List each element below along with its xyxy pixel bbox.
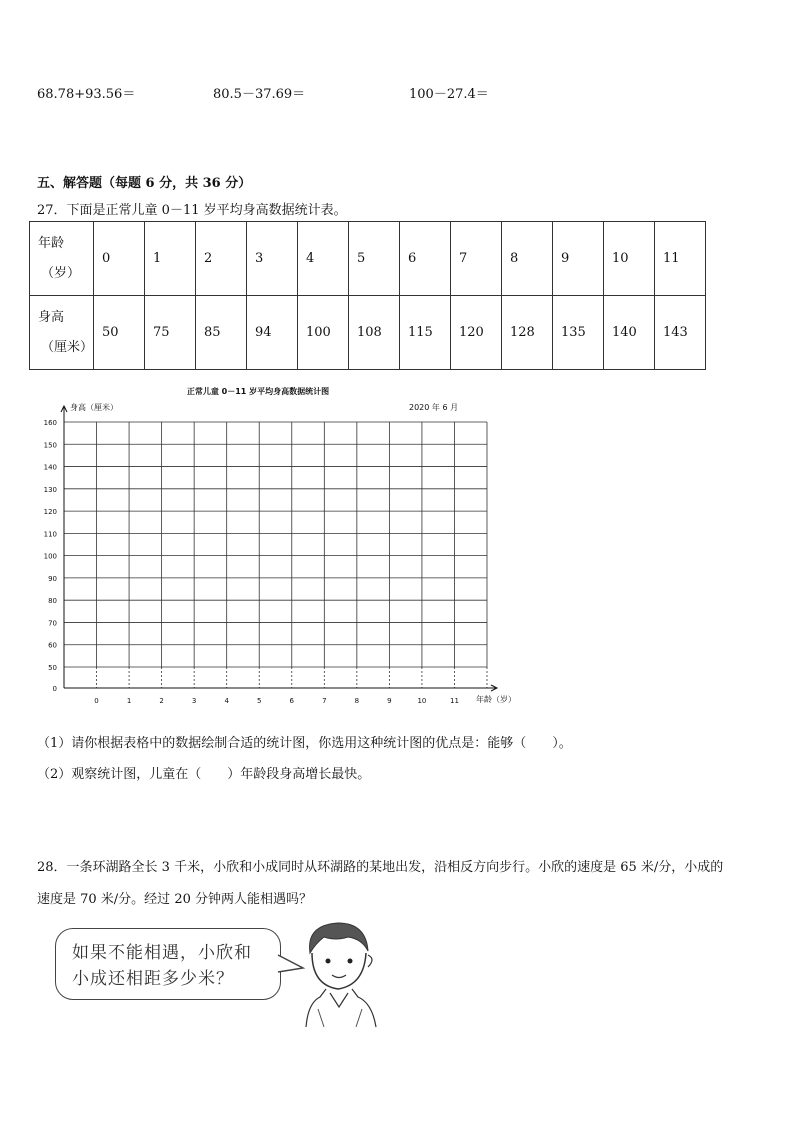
chart-title: 正常儿童 0－11 岁平均身高数据统计图 xyxy=(186,387,330,396)
section-title: 五、解答题（每题 6 分，共 36 分） xyxy=(37,176,252,191)
x-tick-label: 7 xyxy=(322,697,327,705)
age-cell: 5 xyxy=(349,222,400,296)
x-tick-label: 4 xyxy=(224,697,229,705)
height-cell: 50 xyxy=(94,296,145,370)
x-tick-label: 11 xyxy=(450,697,459,705)
speech-bubble-text xyxy=(72,940,272,992)
age-cell: 1 xyxy=(145,222,196,296)
height-cell: 135 xyxy=(553,296,604,370)
chart-y-axis-label: 身高（厘米） xyxy=(70,403,118,412)
y-tick-label: 160 xyxy=(43,419,57,427)
y-tick-label: 0 xyxy=(52,685,57,693)
age-header-cell xyxy=(30,222,94,296)
chart-svg xyxy=(0,380,794,710)
age-cell: 4 xyxy=(298,222,349,296)
table-row-age xyxy=(30,222,706,296)
height-cell: 85 xyxy=(196,296,247,370)
height-cell: 143 xyxy=(655,296,706,370)
age-cell: 7 xyxy=(451,222,502,296)
age-cell: 6 xyxy=(400,222,451,296)
age-cell: 11 xyxy=(655,222,706,296)
height-cell: 128 xyxy=(502,296,553,370)
y-tick-label: 110 xyxy=(43,530,57,539)
age-cell: 2 xyxy=(196,222,247,296)
age-header-unit: （岁） xyxy=(41,265,81,281)
x-tick-label: 9 xyxy=(387,697,392,705)
calc-expr-3: 100－27.4＝ xyxy=(409,87,489,102)
question-27-intro: 27．下面是正常儿童 0－11 岁平均身高数据统计表。 xyxy=(37,203,347,218)
age-cell: 10 xyxy=(604,222,655,296)
question-28-line-1: 28．一条环湖路全长 3 千米，小欣和小成同时从环湖路的某地出发，沿相反方向步行。小欣的速度是 65 米/分，小成的 xyxy=(37,860,724,875)
speech-bubble-line-2: 小成还相距多少米？ xyxy=(72,969,234,989)
y-tick-label: 60 xyxy=(48,641,57,650)
y-tick-label: 140 xyxy=(43,463,57,472)
x-tick-label: 6 xyxy=(289,697,295,705)
x-tick-label: 10 xyxy=(417,697,427,705)
age-cell: 0 xyxy=(94,222,145,296)
table-row-height xyxy=(30,296,706,370)
x-tick-label: 8 xyxy=(354,697,360,705)
chart-x-axis-label: 年龄（岁） xyxy=(476,695,516,704)
height-cell: 94 xyxy=(247,296,298,370)
calc-expr-2: 80.5－37.69＝ xyxy=(213,87,306,102)
y-tick-label: 80 xyxy=(48,597,57,606)
chart-grid xyxy=(61,406,497,691)
y-tick-label: 130 xyxy=(43,485,57,494)
height-cell: 108 xyxy=(349,296,400,370)
question-27-part-1: （1）请你根据表格中的数据绘制合适的统计图，你选用这种统计图的优点是：能够（ ）。 xyxy=(37,736,572,751)
height-header-cell xyxy=(30,296,94,370)
question-27-part-2: （2）观察统计图，儿童在（ ）年龄段身高增长最快。 xyxy=(37,767,371,782)
age-cell: 3 xyxy=(247,222,298,296)
height-data-table xyxy=(29,221,706,370)
chart-x-ticks xyxy=(94,697,459,705)
y-tick-label: 50 xyxy=(48,664,57,672)
y-tick-label: 90 xyxy=(48,574,57,583)
height-cell: 120 xyxy=(451,296,502,370)
x-tick-label: 5 xyxy=(256,697,262,705)
x-tick-label: 3 xyxy=(191,697,197,705)
question-28-line-2: 速度是 70 米/分。经过 20 分钟两人能相遇吗？ xyxy=(37,892,312,907)
boy-illustration xyxy=(296,915,386,1033)
height-cell: 140 xyxy=(604,296,655,370)
age-cell: 9 xyxy=(553,222,604,296)
chart-y-ticks xyxy=(44,419,57,693)
speech-bubble-line-1: 如果不能相遇，小欣和 xyxy=(72,943,252,963)
x-tick-label: 2 xyxy=(159,697,164,705)
age-cell: 8 xyxy=(502,222,553,296)
height-cell: 75 xyxy=(145,296,196,370)
y-tick-label: 100 xyxy=(43,552,57,561)
x-tick-label: 1 xyxy=(126,697,132,705)
height-chart xyxy=(0,380,794,710)
age-header-label: 年龄 xyxy=(38,235,65,251)
y-tick-label: 70 xyxy=(48,619,57,628)
height-header-label: 身高 xyxy=(38,309,65,325)
height-cell: 100 xyxy=(298,296,349,370)
height-cell: 115 xyxy=(400,296,451,370)
height-header-unit: （厘米） xyxy=(41,339,94,355)
y-tick-label: 150 xyxy=(43,441,57,450)
chart-date-label: 2020 年 6 月 xyxy=(409,403,459,412)
y-tick-label: 120 xyxy=(43,508,57,517)
calc-expr-1: 68.78+93.56＝ xyxy=(37,87,136,102)
x-tick-label: 0 xyxy=(94,697,99,705)
